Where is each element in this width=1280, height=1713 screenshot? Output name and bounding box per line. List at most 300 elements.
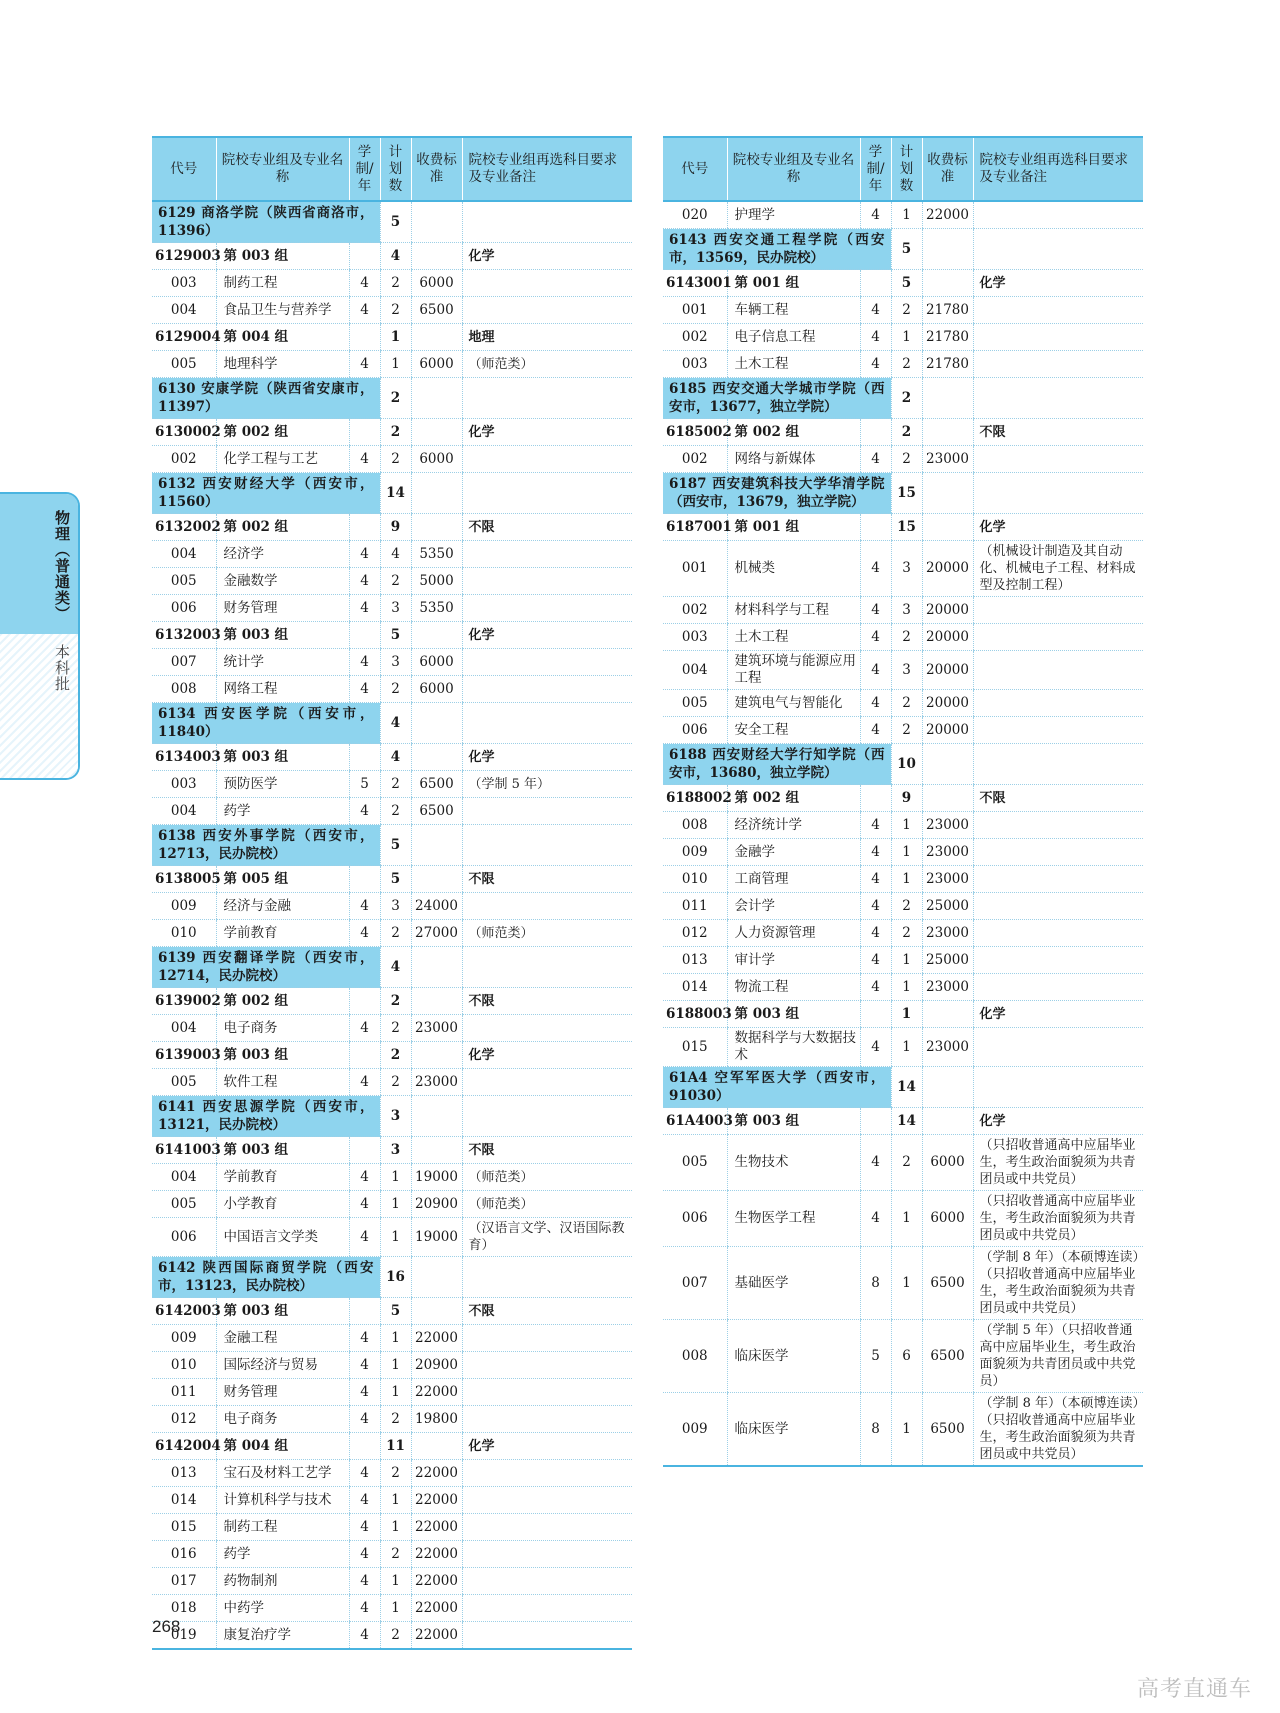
years-cell	[349, 1137, 380, 1164]
right-column	[663, 136, 1143, 1467]
fee-cell: 23000	[922, 839, 973, 866]
fee-cell	[922, 378, 973, 419]
major-code: 017	[152, 1568, 216, 1595]
group-code: 6187001	[663, 514, 727, 541]
remark-cell	[462, 703, 632, 744]
header-remark: 院校专业组再选科目要求及专业备注	[462, 137, 632, 201]
major-code: 014	[663, 974, 727, 1001]
fee-cell	[922, 744, 973, 785]
plan-count: 10	[891, 744, 922, 785]
major-name: 康复治疗学	[216, 1622, 349, 1650]
school-name: 61A4 空军军医大学（西安市，91030）	[663, 1067, 891, 1108]
major-code: 002	[152, 446, 216, 473]
plan-count: 2	[380, 1042, 411, 1069]
major-name: 地理科学	[216, 351, 349, 378]
group-row	[152, 243, 632, 270]
group-row	[152, 1433, 632, 1460]
header-years: 学制/年	[349, 137, 380, 201]
fee-cell	[922, 270, 973, 297]
fee-cell: 22000	[411, 1514, 462, 1541]
major-name: 建筑电气与智能化	[727, 690, 860, 717]
fee-cell	[922, 229, 973, 270]
plan-count: 3	[380, 893, 411, 920]
remark-cell	[973, 378, 1143, 419]
fee-cell: 23000	[411, 1069, 462, 1096]
major-code: 006	[663, 1191, 727, 1247]
plan-count: 1	[380, 324, 411, 351]
major-name: 护理学	[727, 201, 860, 229]
major-name: 制药工程	[216, 270, 349, 297]
plan-count: 2	[891, 446, 922, 473]
watermark: 高考直通车	[1136, 1677, 1252, 1702]
plan-count: 2	[380, 270, 411, 297]
group-name: 第 001 组	[727, 270, 860, 297]
remark-cell	[973, 473, 1143, 514]
plan-count: 1	[380, 1218, 411, 1257]
major-remark	[973, 974, 1143, 1001]
plan-count: 3	[380, 649, 411, 676]
plan-count: 3	[891, 597, 922, 624]
major-name: 计算机科学与技术	[216, 1487, 349, 1514]
group-row	[663, 419, 1143, 446]
major-code: 005	[152, 1069, 216, 1096]
subject-requirement: 化学	[973, 270, 1143, 297]
left-column	[152, 136, 632, 1650]
years-cell: 4	[349, 541, 380, 568]
group-name: 第 005 组	[216, 866, 349, 893]
fee-cell: 6000	[411, 446, 462, 473]
fee-cell	[411, 1137, 462, 1164]
major-row	[663, 201, 1143, 229]
plan-count: 5	[380, 825, 411, 866]
major-code: 001	[663, 297, 727, 324]
fee-cell: 23000	[922, 920, 973, 947]
years-cell: 4	[349, 297, 380, 324]
plan-count: 2	[891, 893, 922, 920]
remark-cell	[973, 1067, 1143, 1108]
header-name: 院校专业组及专业名称	[727, 137, 860, 201]
years-cell: 4	[860, 812, 891, 839]
plan-count: 3	[380, 1137, 411, 1164]
school-row	[152, 473, 632, 514]
years-cell: 4	[349, 676, 380, 703]
years-cell	[349, 514, 380, 541]
header-years: 学制/年	[860, 137, 891, 201]
years-cell: 4	[349, 1514, 380, 1541]
fee-cell: 21780	[922, 297, 973, 324]
major-remark: （只招收普通高中应届毕业生，考生政治面貌须为共青团员或中共党员）	[973, 1135, 1143, 1191]
major-code: 011	[152, 1379, 216, 1406]
group-code: 6188003	[663, 1001, 727, 1028]
major-row	[152, 1460, 632, 1487]
major-name: 食品卫生与营养学	[216, 297, 349, 324]
major-row	[663, 717, 1143, 744]
fee-cell	[922, 514, 973, 541]
group-code: 6142004	[152, 1433, 216, 1460]
major-remark	[973, 624, 1143, 651]
plan-count: 3	[380, 595, 411, 622]
major-remark	[462, 1487, 632, 1514]
major-remark	[973, 893, 1143, 920]
years-cell: 4	[349, 1595, 380, 1622]
fee-cell: 20000	[922, 541, 973, 597]
plan-count: 2	[380, 446, 411, 473]
fee-cell: 20000	[922, 597, 973, 624]
years-cell: 4	[860, 324, 891, 351]
years-cell: 4	[860, 351, 891, 378]
major-row	[663, 651, 1143, 690]
group-row	[663, 785, 1143, 812]
major-row	[663, 839, 1143, 866]
major-code: 005	[152, 1191, 216, 1218]
plan-count: 5	[380, 201, 411, 243]
admission-table-left	[152, 136, 632, 1650]
years-cell	[349, 1042, 380, 1069]
school-name: 6141 西安思源学院（西安市，13121，民办院校）	[152, 1096, 380, 1137]
fee-cell: 6000	[411, 351, 462, 378]
plan-count: 2	[380, 378, 411, 419]
school-row	[152, 1257, 632, 1298]
major-name: 物流工程	[727, 974, 860, 1001]
years-cell: 4	[860, 839, 891, 866]
plan-count: 2	[891, 1135, 922, 1191]
major-name: 会计学	[727, 893, 860, 920]
major-name: 基础医学	[727, 1247, 860, 1320]
major-name: 化学工程与工艺	[216, 446, 349, 473]
major-row	[663, 1393, 1143, 1467]
major-code: 007	[152, 649, 216, 676]
subject-requirement: 不限	[462, 1137, 632, 1164]
subject-requirement: 化学	[973, 1001, 1143, 1028]
plan-count: 1	[891, 839, 922, 866]
major-code: 001	[663, 541, 727, 597]
group-code: 6142003	[152, 1298, 216, 1325]
years-cell: 4	[860, 624, 891, 651]
years-cell: 4	[860, 920, 891, 947]
fee-cell: 6000	[922, 1191, 973, 1247]
major-row	[152, 1514, 632, 1541]
group-name: 第 002 组	[727, 419, 860, 446]
plan-count: 1	[891, 947, 922, 974]
years-cell: 4	[349, 1568, 380, 1595]
major-code: 003	[152, 771, 216, 798]
major-remark	[462, 595, 632, 622]
major-code: 020	[663, 201, 727, 229]
fee-cell	[411, 622, 462, 649]
group-name: 第 003 组	[727, 1001, 860, 1028]
fee-cell: 22000	[411, 1622, 462, 1650]
major-remark	[973, 446, 1143, 473]
major-remark	[973, 839, 1143, 866]
years-cell	[349, 744, 380, 771]
years-cell: 4	[860, 974, 891, 1001]
major-row	[152, 1406, 632, 1433]
group-name: 第 003 组	[216, 243, 349, 270]
years-cell: 4	[860, 201, 891, 229]
group-code: 6132002	[152, 514, 216, 541]
fee-cell	[411, 866, 462, 893]
major-remark	[973, 920, 1143, 947]
subject-requirement: 化学	[462, 744, 632, 771]
group-name: 第 002 组	[727, 785, 860, 812]
fee-cell	[411, 243, 462, 270]
fee-cell: 22000	[411, 1460, 462, 1487]
major-row	[663, 812, 1143, 839]
major-row	[152, 297, 632, 324]
major-remark	[462, 446, 632, 473]
group-row	[152, 1298, 632, 1325]
fee-cell	[411, 947, 462, 988]
group-row	[152, 744, 632, 771]
plan-count: 3	[380, 1096, 411, 1137]
remark-cell	[462, 1257, 632, 1298]
major-code: 006	[152, 1218, 216, 1257]
major-name: 经济统计学	[727, 812, 860, 839]
plan-count: 2	[891, 378, 922, 419]
major-row	[152, 1352, 632, 1379]
major-code: 002	[663, 324, 727, 351]
plan-count: 1	[380, 1568, 411, 1595]
fee-cell: 19800	[411, 1406, 462, 1433]
major-remark: （师范类）	[462, 920, 632, 947]
major-row	[152, 568, 632, 595]
fee-cell	[411, 378, 462, 419]
plan-count: 2	[380, 771, 411, 798]
major-name: 电子商务	[216, 1015, 349, 1042]
major-row	[152, 1541, 632, 1568]
major-remark	[973, 812, 1143, 839]
major-remark: （学制 5 年）	[462, 771, 632, 798]
fee-cell: 22000	[411, 1379, 462, 1406]
header-fee: 收费标准	[922, 137, 973, 201]
subject-requirement: 不限	[973, 419, 1143, 446]
years-cell	[349, 622, 380, 649]
major-row	[152, 1568, 632, 1595]
fee-cell	[411, 1042, 462, 1069]
plan-count: 1	[891, 1247, 922, 1320]
group-code: 61A4003	[663, 1108, 727, 1135]
fee-cell: 27000	[411, 920, 462, 947]
fee-cell	[922, 473, 973, 514]
major-remark	[973, 597, 1143, 624]
major-row	[152, 1487, 632, 1514]
years-cell: 4	[860, 1135, 891, 1191]
fee-cell: 6000	[411, 676, 462, 703]
remark-cell	[973, 744, 1143, 785]
major-row	[152, 1164, 632, 1191]
school-name: 6139 西安翻译学院（西安市，12714，民办院校）	[152, 947, 380, 988]
major-row	[663, 1191, 1143, 1247]
header-plan: 计划数	[380, 137, 411, 201]
years-cell: 4	[860, 597, 891, 624]
major-row	[152, 1191, 632, 1218]
major-row	[152, 270, 632, 297]
group-code: 6188002	[663, 785, 727, 812]
years-cell: 4	[860, 717, 891, 744]
major-remark: （机械设计制造及其自动化、机械电子工程、材料成型及控制工程）	[973, 541, 1143, 597]
major-name: 药学	[216, 798, 349, 825]
fee-cell	[411, 201, 462, 243]
major-name: 数据科学与大数据技术	[727, 1028, 860, 1067]
group-row	[152, 514, 632, 541]
fee-cell: 20000	[922, 624, 973, 651]
major-row	[663, 920, 1143, 947]
group-row	[152, 1042, 632, 1069]
group-code: 6129003	[152, 243, 216, 270]
school-name: 6187 西安建筑科技大学华清学院（西安市，13679，独立学院）	[663, 473, 891, 514]
subject-requirement: 化学	[462, 622, 632, 649]
major-name: 学前教育	[216, 920, 349, 947]
major-name: 电子商务	[216, 1406, 349, 1433]
fee-cell: 23000	[922, 866, 973, 893]
header-fee: 收费标准	[411, 137, 462, 201]
major-row	[152, 1595, 632, 1622]
plan-count: 2	[380, 988, 411, 1015]
major-remark: （学制 8 年）（本硕博连读）（只招收普通高中应届毕业生，考生政治面貌须为共青团员或中共党员）	[973, 1393, 1143, 1467]
group-name: 第 003 组	[216, 1298, 349, 1325]
years-cell: 4	[860, 866, 891, 893]
fee-cell: 19000	[411, 1164, 462, 1191]
major-code: 010	[152, 1352, 216, 1379]
remark-cell	[462, 825, 632, 866]
plan-count: 1	[891, 1393, 922, 1467]
major-remark	[462, 676, 632, 703]
group-name: 第 003 组	[216, 1042, 349, 1069]
major-name: 网络与新媒体	[727, 446, 860, 473]
major-name: 工商管理	[727, 866, 860, 893]
major-code: 013	[663, 947, 727, 974]
major-code: 008	[152, 676, 216, 703]
major-remark	[973, 866, 1143, 893]
fee-cell: 5350	[411, 541, 462, 568]
major-name: 土木工程	[727, 624, 860, 651]
years-cell: 4	[860, 1028, 891, 1067]
major-row	[152, 1379, 632, 1406]
plan-count: 3	[891, 651, 922, 690]
fee-cell: 23000	[922, 1028, 973, 1067]
school-name: 6132 西安财经大学（西安市，11560）	[152, 473, 380, 514]
group-row	[152, 988, 632, 1015]
major-remark	[462, 1015, 632, 1042]
major-row	[663, 597, 1143, 624]
major-code: 009	[663, 1393, 727, 1467]
group-name: 第 002 组	[216, 419, 349, 446]
major-remark: （学制 5 年）（只招收普通高中应届毕业生，考生政治面貌须为共青团员或中共党员）	[973, 1320, 1143, 1393]
plan-count: 1	[380, 1191, 411, 1218]
school-name: 6143 西安交通工程学院（西安市，13569，民办院校）	[663, 229, 891, 270]
major-code: 004	[152, 541, 216, 568]
fee-cell: 23000	[922, 812, 973, 839]
years-cell	[860, 514, 891, 541]
fee-cell	[411, 1257, 462, 1298]
plan-count: 4	[380, 703, 411, 744]
subject-requirement: 化学	[973, 1108, 1143, 1135]
major-code: 002	[663, 597, 727, 624]
group-row	[663, 1001, 1143, 1028]
years-cell: 4	[349, 1460, 380, 1487]
years-cell: 5	[860, 1320, 891, 1393]
major-remark	[973, 947, 1143, 974]
fee-cell: 21780	[922, 324, 973, 351]
years-cell: 4	[349, 1352, 380, 1379]
major-remark	[462, 1460, 632, 1487]
years-cell: 4	[349, 568, 380, 595]
plan-count: 2	[891, 419, 922, 446]
major-row	[663, 446, 1143, 473]
fee-cell: 6000	[411, 649, 462, 676]
plan-count: 2	[891, 297, 922, 324]
major-remark	[462, 1595, 632, 1622]
major-row	[663, 324, 1143, 351]
major-name: 网络工程	[216, 676, 349, 703]
fee-cell: 22000	[411, 1325, 462, 1352]
group-row	[663, 270, 1143, 297]
plan-count: 2	[380, 1541, 411, 1568]
years-cell: 4	[349, 1191, 380, 1218]
plan-count: 1	[380, 1352, 411, 1379]
major-code: 008	[663, 812, 727, 839]
plan-count: 1	[891, 1028, 922, 1067]
group-name: 第 003 组	[216, 1137, 349, 1164]
major-row	[663, 297, 1143, 324]
remark-cell	[973, 229, 1143, 270]
table-header-row	[663, 137, 1143, 201]
major-code: 012	[663, 920, 727, 947]
major-name: 金融数学	[216, 568, 349, 595]
years-cell: 4	[860, 893, 891, 920]
major-code: 005	[663, 1135, 727, 1191]
plan-count: 1	[891, 201, 922, 229]
major-remark	[973, 717, 1143, 744]
years-cell	[349, 1298, 380, 1325]
fee-cell: 25000	[922, 947, 973, 974]
plan-count: 2	[380, 798, 411, 825]
major-row	[663, 893, 1143, 920]
school-row	[663, 1067, 1143, 1108]
group-row	[152, 324, 632, 351]
major-row	[663, 974, 1143, 1001]
fee-cell: 5000	[411, 568, 462, 595]
subject-requirement: 化学	[462, 1433, 632, 1460]
major-code: 003	[152, 270, 216, 297]
fee-cell: 6000	[922, 1135, 973, 1191]
major-code: 003	[663, 624, 727, 651]
major-remark: （师范类）	[462, 1191, 632, 1218]
major-row	[663, 690, 1143, 717]
fee-cell	[922, 1108, 973, 1135]
group-code: 6130002	[152, 419, 216, 446]
school-row	[663, 229, 1143, 270]
years-cell	[349, 988, 380, 1015]
remark-cell	[462, 378, 632, 419]
plan-count: 9	[891, 785, 922, 812]
page-number: 268	[152, 1617, 181, 1636]
fee-cell	[922, 1067, 973, 1108]
years-cell: 4	[860, 690, 891, 717]
major-code: 006	[663, 717, 727, 744]
fee-cell: 22000	[922, 201, 973, 229]
group-name: 第 002 组	[216, 514, 349, 541]
plan-count: 2	[891, 690, 922, 717]
major-remark	[973, 324, 1143, 351]
group-name: 第 003 组	[216, 744, 349, 771]
group-name: 第 002 组	[216, 988, 349, 1015]
plan-count: 2	[380, 1015, 411, 1042]
school-row	[152, 378, 632, 419]
major-name: 软件工程	[216, 1069, 349, 1096]
plan-count: 14	[891, 1067, 922, 1108]
years-cell: 4	[349, 920, 380, 947]
